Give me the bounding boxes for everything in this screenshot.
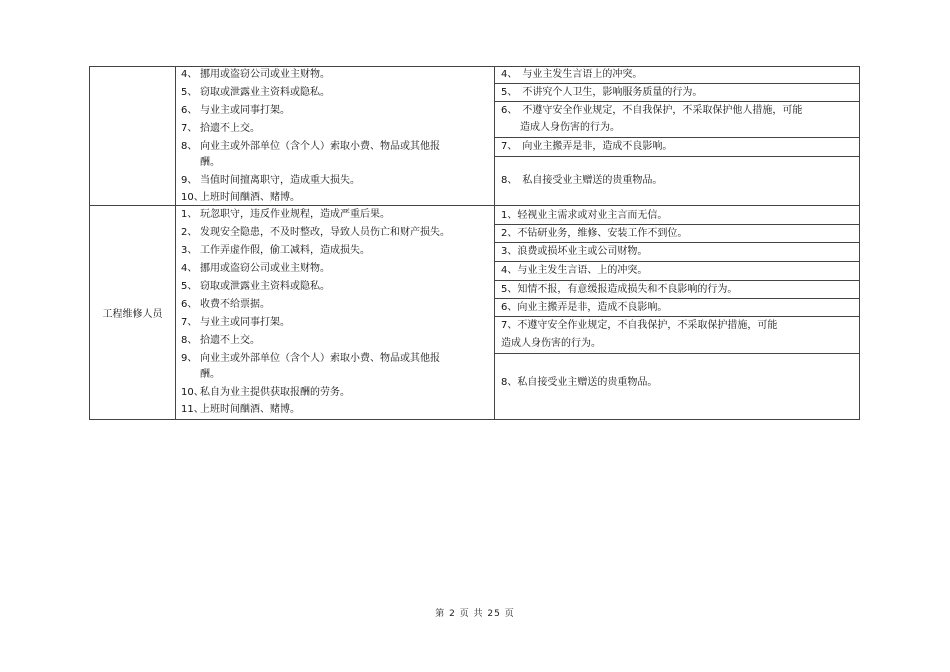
- list-item: 4、 与业主发生言语上的冲突。: [495, 67, 859, 84]
- list-item: 6、向业主搬弄是非，造成不良影响。: [495, 299, 859, 317]
- list-item: 7、 与业主或同事打架。: [181, 317, 290, 328]
- list-item: 9、 向业主或外部单位（含个人）索取小费、物品或其他报: [181, 353, 440, 364]
- list-item: 1、 玩忽职守，违反作业规程，造成严重后果。: [181, 209, 390, 220]
- violations-cell: [176, 67, 495, 205]
- list-item: 3、浪费或损坏业主或公司财物。: [495, 243, 859, 262]
- list-item: 10、上班时间酗酒、赌博。: [181, 192, 300, 203]
- role-cell: [90, 206, 176, 419]
- list-item: 2、不钻研业务，维修、安装工作不到位。: [495, 225, 859, 243]
- list-item: 8、私自接受业主赠送的贵重物品。: [501, 377, 658, 388]
- list-item: 8、 向业主或外部单位（含个人）索取小费、物品或其他报: [181, 141, 440, 152]
- page-number: 第 2 页 共 25 页: [435, 609, 515, 619]
- violations-cell: [176, 206, 495, 419]
- list-item: 7、 向业主搬弄是非，造成不良影响。: [495, 138, 859, 157]
- table-row: [90, 67, 859, 206]
- list-item: 5、 窃取或泄露业主资料或隐私。: [181, 281, 330, 292]
- list-item: 9、 当值时间擅离职守，造成重大损失。: [181, 175, 360, 186]
- list-item: 酬。: [200, 157, 220, 168]
- list-item: 1、轻视业主需求或对业主言而无信。: [495, 207, 859, 225]
- list-item: 6、 与业主或同事打架。: [181, 105, 290, 116]
- list-item: 8、 拾遗不上交。: [181, 335, 260, 346]
- list-item: 7、 拾遗不上交。: [181, 123, 260, 134]
- list-item: 酬。: [200, 369, 220, 380]
- list-item: 5、知情不报，有意缓报造成损失和不良影响的行为。: [495, 281, 859, 299]
- list-item: 11、上班时间酗酒、赌博。: [181, 404, 300, 415]
- discipline-table: [89, 66, 860, 420]
- list-item: 5、 不讲究个人卫生，影响服务质量的行为。: [495, 84, 859, 102]
- list-item: 4、 挪用或盗窃公司或业主财物。: [181, 69, 330, 80]
- list-item: 10、私自为业主提供获取报酬的劳务。: [181, 387, 350, 398]
- table-row: [90, 206, 859, 419]
- role-label: 工程维修人员: [102, 309, 163, 320]
- list-item: 3、 工作弄虚作假，偷工减料，造成损失。: [181, 245, 370, 256]
- list-item: 4、与业主发生言语、上的冲突。: [495, 262, 859, 281]
- minor-violations-cell: [495, 206, 859, 419]
- list-item: 7、不遵守安全作业规定，不自我保护，不采取保护措施，可能 造成人身伤害的行为。: [495, 317, 859, 354]
- list-item: 4、 挪用或盗窃公司或业主财物。: [181, 263, 330, 274]
- list-item: 6、 不遵守安全作业规定，不自我保护，不采取保护他人措施，可能 造成人身伤害的行为。: [495, 102, 859, 138]
- minor-violations-cell: [495, 67, 859, 205]
- list-item: 2、 发现安全隐患，不及时整改，导致人员伤亡和财产损失。: [181, 227, 450, 238]
- list-item: 6、 收费不给票据。: [181, 299, 270, 310]
- list-item: 8、 私自接受业主赠送的贵重物品。: [501, 175, 663, 186]
- list-item: 5、 窃取或泄露业主资料或隐私。: [181, 87, 330, 98]
- role-cell: [90, 67, 176, 205]
